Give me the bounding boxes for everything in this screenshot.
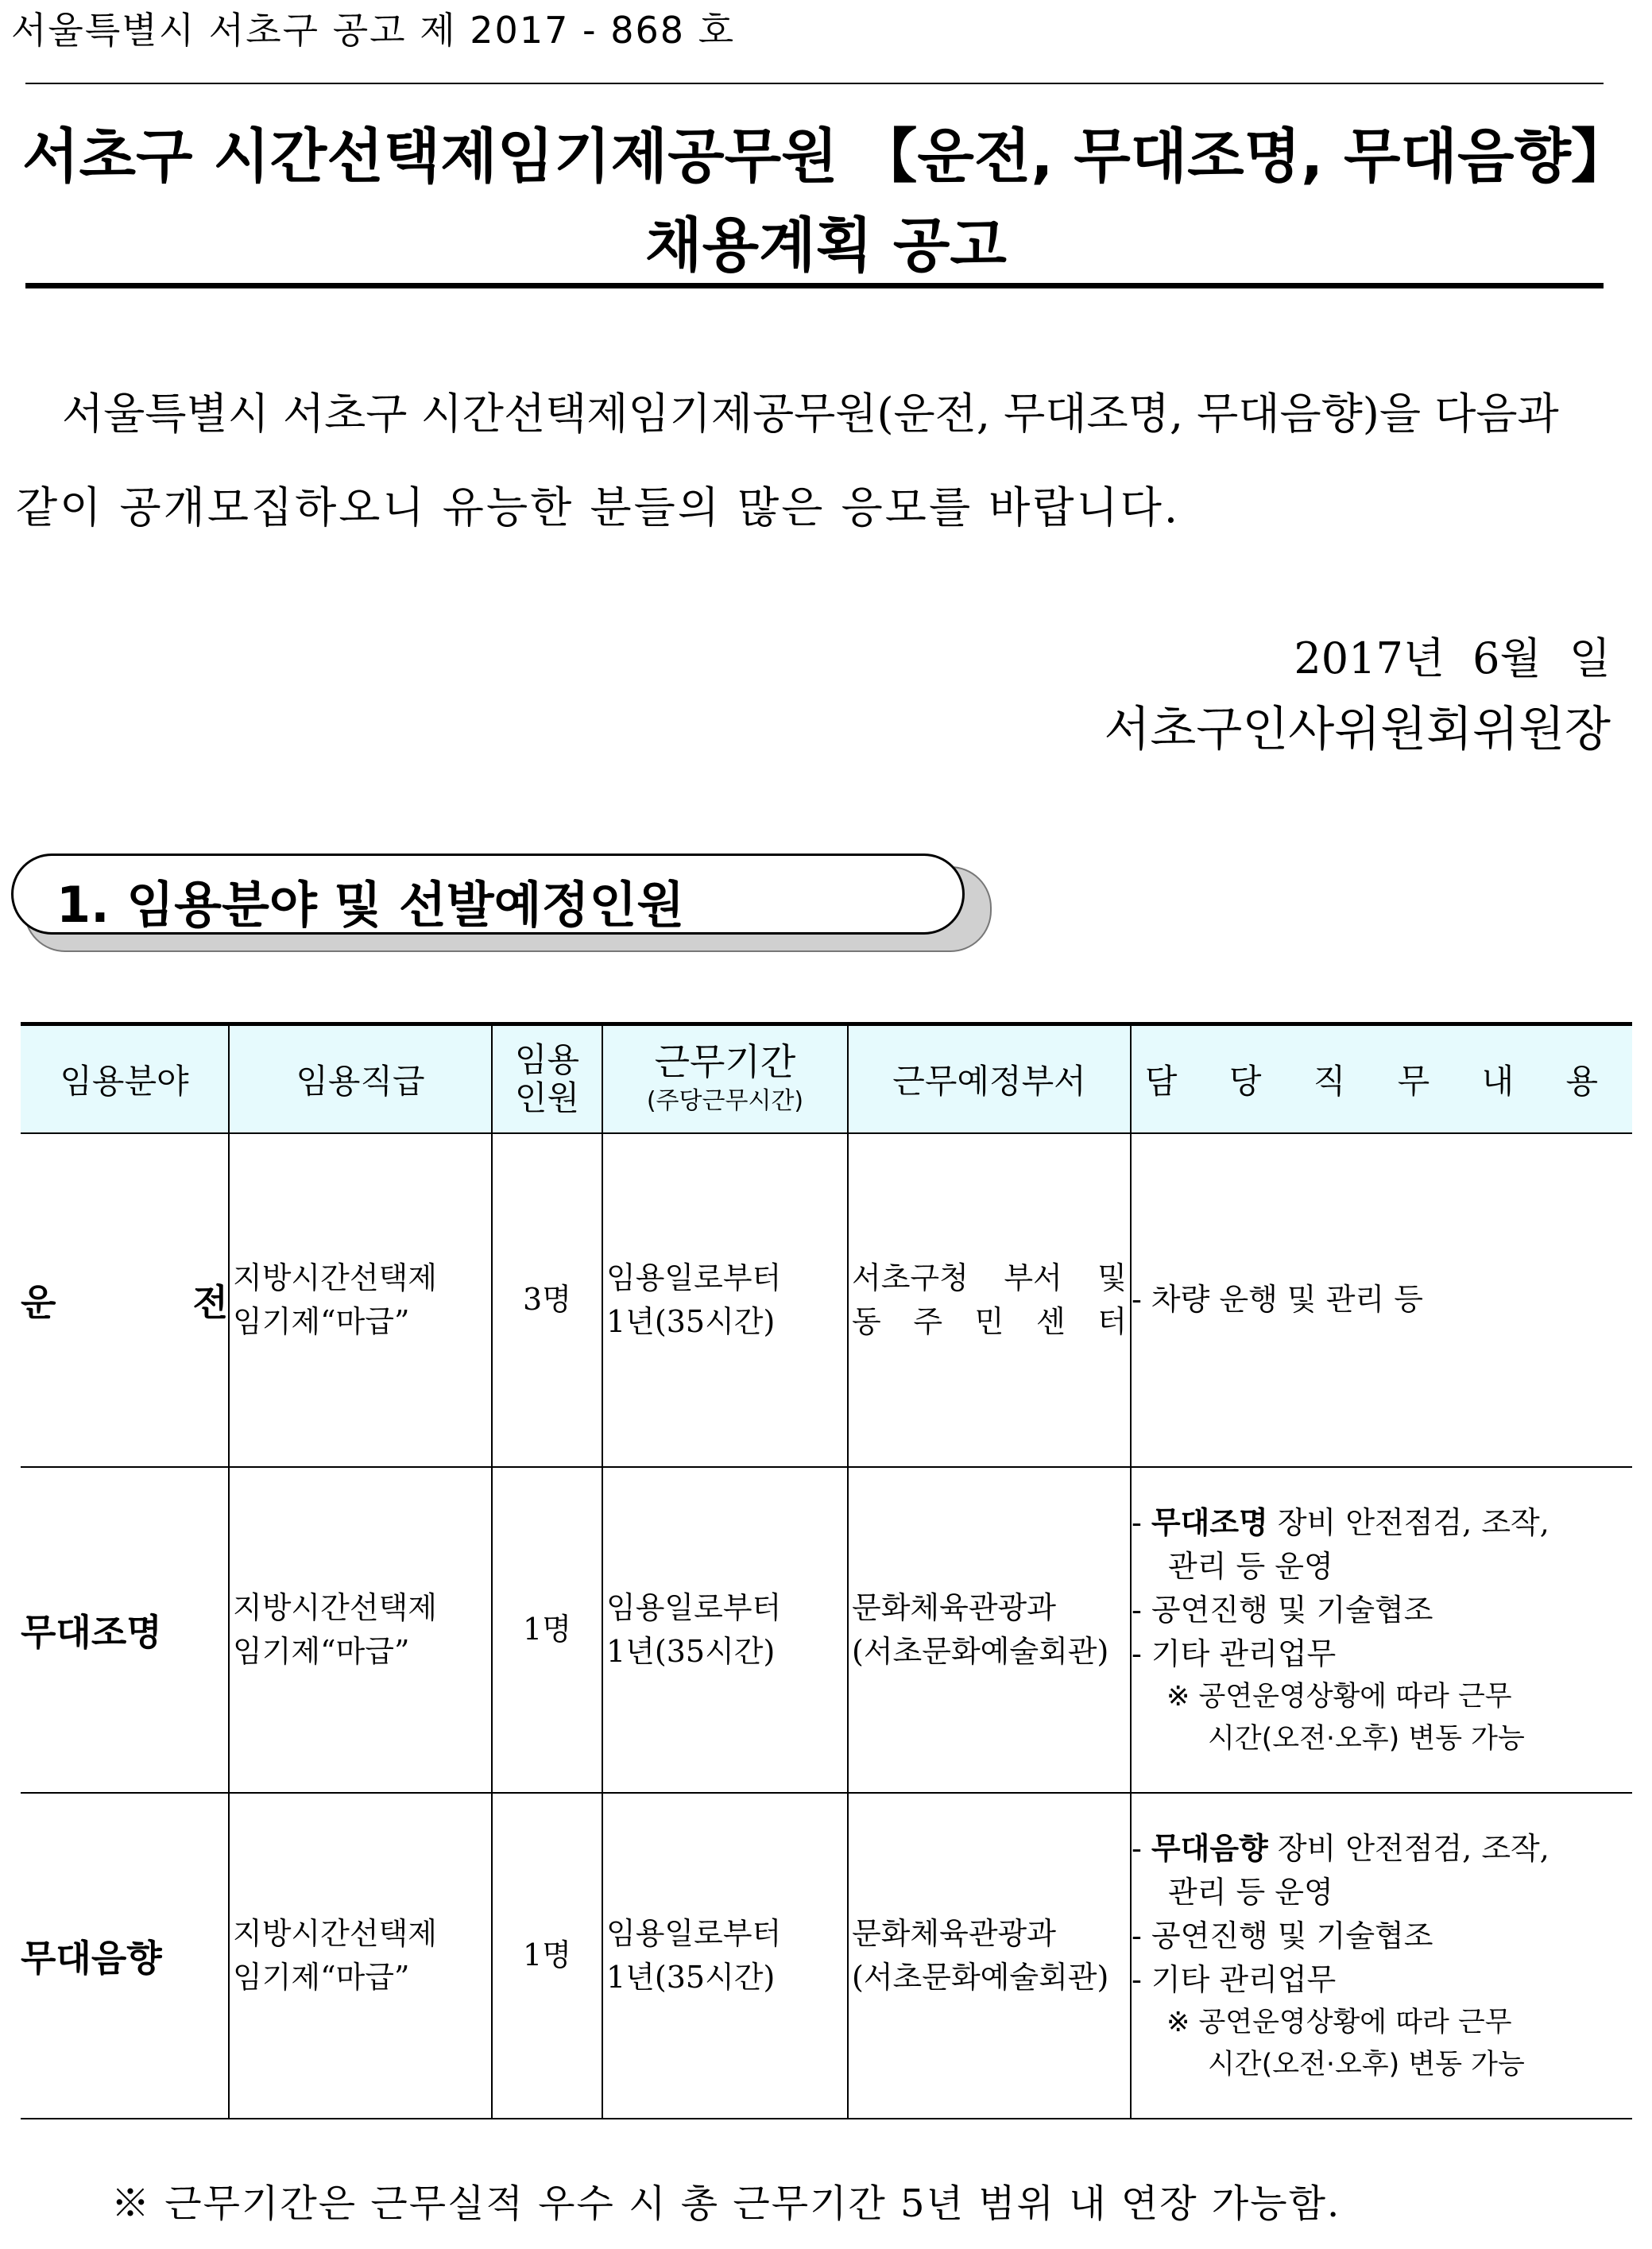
document-title-line1: 서초구 시간선택제임기제공무원 【운전, 무대조명, 무대음향】 (22, 122, 1630, 191)
recruitment-table (21, 1022, 1632, 2119)
duty-item: - 기타 관리업무 (1132, 1636, 1337, 1672)
title-divider (25, 283, 1604, 288)
row-count: 1명 (492, 1467, 602, 1793)
intro-paragraph-line2: 같이 공개모집하오니 유능한 분들의 많은 응모를 바랍니다. (16, 482, 1181, 532)
duty-item: - 공연진행 및 기술협조 (1132, 1593, 1433, 1628)
row-grade-line2: 임기제“마급” (233, 1304, 410, 1339)
header-period-sub: (주당근무시간) (646, 1087, 804, 1116)
duty-item-rest: 장비 안전점검, 조작, (1267, 1504, 1549, 1540)
row-duties (1131, 1793, 1632, 2119)
header-period-main: 근무기간 (654, 1039, 796, 1083)
footer-note: ※ 근무기간은 근무실적 우수 시 총 근무기간 5년 범위 내 연장 가능함. (111, 2181, 1341, 2226)
row-grade (229, 1467, 492, 1793)
header-count (492, 1024, 602, 1134)
row-grade-line1: 지방시간선택제 (233, 1260, 437, 1295)
table-row (21, 1133, 1632, 1467)
row-period-line1: 임용일로부터 (606, 1589, 782, 1625)
header-count-line2: 인원 (514, 1078, 580, 1117)
duty-item-rest: 장비 안전점검, 조작, (1267, 1830, 1549, 1866)
row-dept (848, 1133, 1131, 1467)
signer: 서초구인사위원회위원장 (1104, 702, 1611, 757)
header-dept: 근무예정부서 (848, 1024, 1131, 1134)
duty-item: - 기타 관리업무 (1132, 1962, 1337, 1998)
row-period (602, 1133, 848, 1467)
duty-note-line2: 시간(오전·오후) 변동 가능 (1208, 2048, 1525, 2081)
notice-number: 서울특별시 서초구 공고 제 2017 - 868 호 (11, 9, 736, 52)
row-count: 3명 (492, 1133, 602, 1467)
row-period (602, 1793, 848, 2119)
header-period (602, 1024, 848, 1134)
row-dept-line1: 문화체육관광과 (852, 1915, 1056, 1951)
section-heading: 1. 임용분야 및 선발예정인원 (56, 876, 685, 934)
duty-item-continued: 관리 등 운영 (1168, 1874, 1333, 1910)
row-dept-line2: (서초문화예술회관) (852, 1960, 1109, 1995)
header-count-line1: 임용 (514, 1039, 580, 1079)
row-grade (229, 1133, 492, 1467)
row-dept-line2: (서초문화예술회관) (852, 1634, 1109, 1669)
duty-note-line1: ※ 공연운영상황에 따라 근무 (1166, 2007, 1512, 2039)
row-field: 무대조명 (21, 1467, 229, 1793)
notice-date: 2017년 6월 일 (1294, 633, 1611, 683)
row-grade-line2: 임기제“마급” (233, 1960, 410, 1995)
duty-item: - 무대조명 장비 안전점검, 조작, (1132, 1504, 1549, 1540)
row-period-line1: 임용일로부터 (606, 1260, 782, 1295)
row-grade-line1: 지방시간선택제 (233, 1589, 437, 1625)
row-period-line2: 1년(35시간) (606, 1960, 776, 1995)
duty-keyword: 무대조명 (1151, 1504, 1268, 1540)
section-heading-box (11, 854, 965, 935)
header-field: 임용분야 (21, 1024, 229, 1134)
header-grade: 임용직급 (229, 1024, 492, 1134)
row-grade-line1: 지방시간선택제 (233, 1915, 437, 1951)
duty-note-line1: ※ 공연운영상황에 따라 근무 (1166, 1681, 1512, 1713)
row-period-line1: 임용일로부터 (606, 1915, 782, 1951)
row-dept-line1: 문화체육관광과 (852, 1589, 1056, 1625)
row-count: 1명 (492, 1793, 602, 2119)
row-field: 무대음향 (21, 1793, 229, 2119)
row-period (602, 1467, 848, 1793)
row-dept (848, 1793, 1131, 2119)
document-title-line2: 채용계획 공고 (645, 211, 1007, 280)
header-duties: 담 당 직 무 내 용 (1131, 1024, 1632, 1134)
row-dept-line1: 서초구청 부서 및 (852, 1260, 1127, 1295)
duty-item: - 차량 운행 및 관리 등 (1132, 1282, 1423, 1318)
row-period-line2: 1년(35시간) (606, 1304, 776, 1339)
duty-note-line2: 시간(오전·오후) 변동 가능 (1208, 1722, 1525, 1755)
row-grade-line2: 임기제“마급” (233, 1634, 410, 1669)
intro-paragraph-line1: 서울특별시 서초구 시간선택제임기제공무원(운전, 무대조명, 무대음향)을 다음과 (62, 389, 1559, 439)
row-dept-line2: 동 주 민 센 터 (852, 1304, 1127, 1339)
duty-keyword: 무대음향 (1151, 1829, 1268, 1866)
row-dept (848, 1467, 1131, 1793)
duty-item: - 무대음향 장비 안전점검, 조작, (1132, 1829, 1549, 1866)
duty-item-continued: 관리 등 운영 (1168, 1548, 1333, 1584)
row-period-line2: 1년(35시간) (606, 1634, 776, 1669)
table-row (21, 1467, 1632, 1793)
top-divider (25, 83, 1604, 84)
duty-item: - 공연진행 및 기술협조 (1132, 1918, 1433, 1953)
table-row (21, 1793, 1632, 2119)
row-duties (1131, 1467, 1632, 1793)
row-duties (1131, 1133, 1632, 1467)
row-grade (229, 1793, 492, 2119)
table-header-row (21, 1024, 1632, 1134)
row-field: 운 전 (21, 1133, 229, 1467)
